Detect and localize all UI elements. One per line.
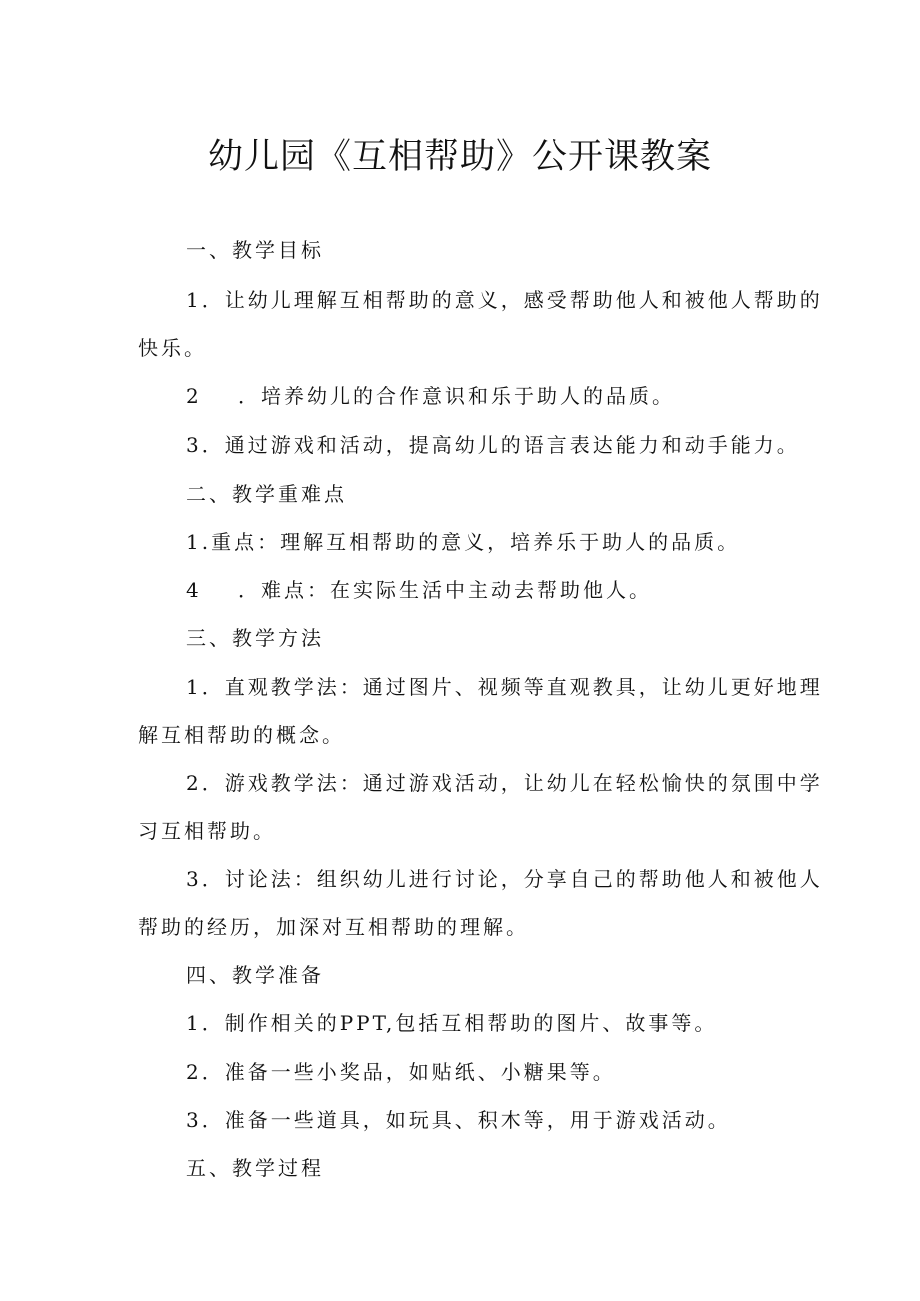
method-1-line-1: 1．直观教学法：通过图片、视频等直观教具，让幼儿更好地理 <box>186 675 823 699</box>
objective-2 <box>186 382 675 410</box>
method-3-line-2: 帮助的经历，加深对互相帮助的理解。 <box>138 915 529 939</box>
key-point-2-number: 4 <box>186 578 202 602</box>
objective-2-text: ．培养幼儿的合作意识和乐于助人的品质。 <box>238 384 675 408</box>
section-heading-preparation: 四、教学准备 <box>186 963 324 987</box>
method-1-line-2: 解互相帮助的概念。 <box>138 723 345 747</box>
objective-1-line-2: 快乐。 <box>138 336 207 360</box>
key-point-2 <box>186 576 652 604</box>
method-2-line-1: 2．游戏教学法：通过游戏活动，让幼儿在轻松愉快的氛围中学 <box>186 771 823 795</box>
section-heading-objectives: 一、教学目标 <box>186 238 324 262</box>
objective-3: 3．通过游戏和活动，提高幼儿的语言表达能力和动手能力。 <box>186 433 800 457</box>
objective-2-number: 2 <box>186 384 202 408</box>
preparation-1: 1．制作相关的PPT,包括互相帮助的图片、故事等。 <box>186 1011 718 1035</box>
document-title: 幼儿园《互相帮助》公开课教案 <box>207 137 712 177</box>
preparation-2: 2．准备一些小奖品，如贴纸、小糖果等。 <box>186 1060 616 1084</box>
objective-1-line-1: 1．让幼儿理解互相帮助的意义，感受帮助他人和被他人帮助的 <box>186 288 823 312</box>
preparation-3: 3．准备一些道具，如玩具、积木等，用于游戏活动。 <box>186 1108 731 1132</box>
section-heading-key-points: 二、教学重难点 <box>186 482 347 506</box>
section-heading-methods: 三、教学方法 <box>186 626 324 650</box>
section-heading-process: 五、教学过程 <box>186 1156 324 1180</box>
key-point-1: 1.重点：理解互相帮助的意义，培养乐于助人的品质。 <box>186 530 741 554</box>
method-2-line-2: 习互相帮助。 <box>138 819 276 843</box>
method-3-line-1: 3．讨论法：组织幼儿进行讨论，分享自己的帮助他人和被他人 <box>186 867 823 891</box>
key-point-2-text: ．难点：在实际生活中主动去帮助他人。 <box>238 578 652 602</box>
